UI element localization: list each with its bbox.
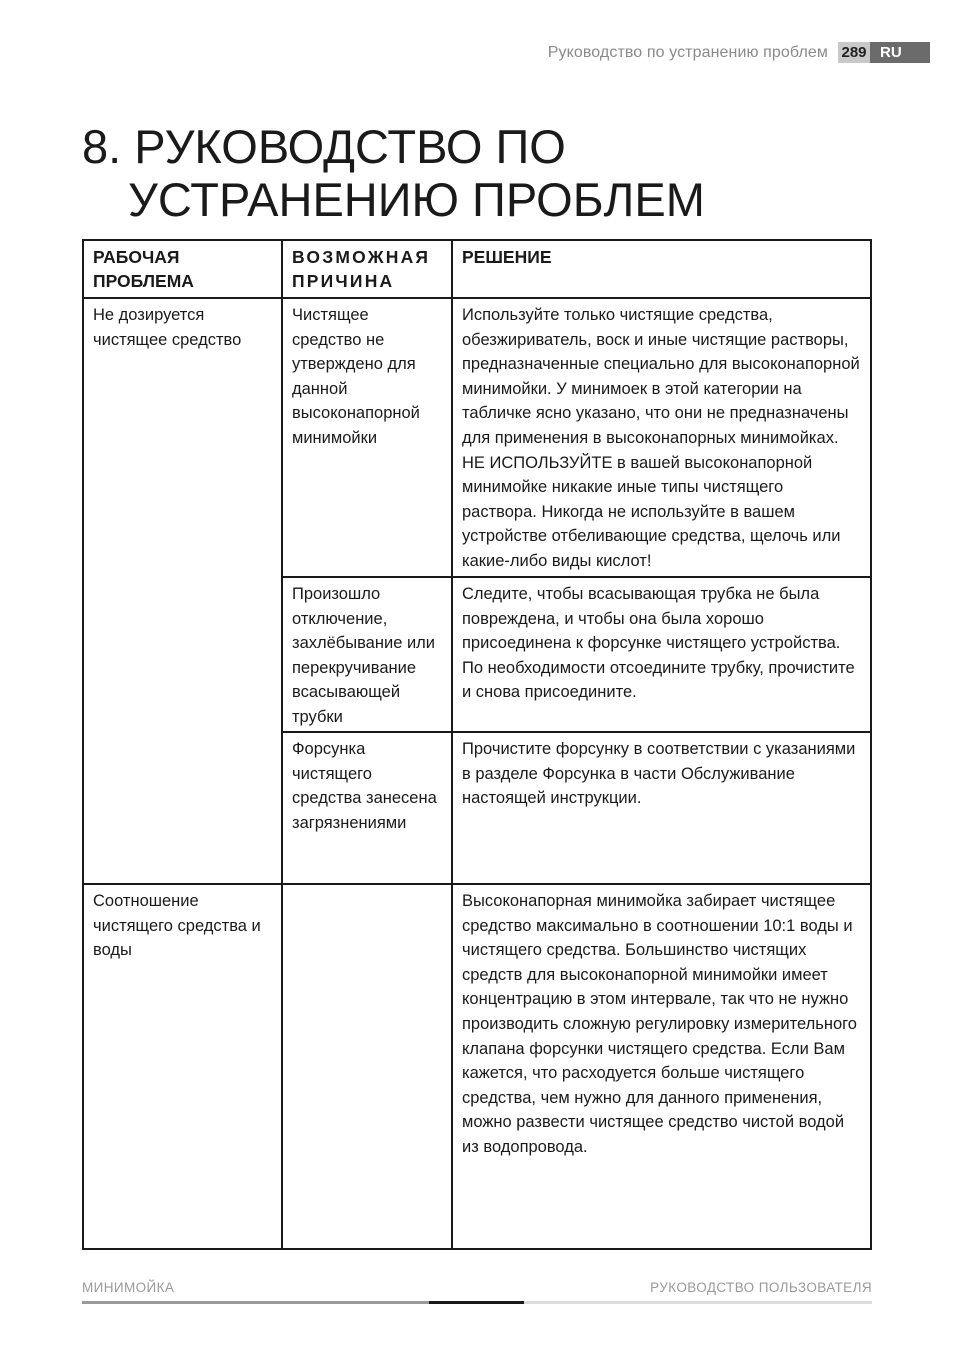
table-row	[83, 298, 871, 577]
running-header	[548, 42, 930, 63]
troubleshooting-table	[82, 239, 872, 1250]
cause-cell: Чистящее средство не утверждено для данной высоконапорной минимойки	[282, 298, 452, 577]
chapter-title-line2: УСТРАНЕНИЮ ПРОБЛЕМ	[128, 173, 705, 226]
solution-cell: Следите, чтобы всасывающая трубка не была повреждена, и чтобы она была хорошо присоединена к форсунке чистящего устройства. По необходимости отсоедините трубку, прочистите и снова присоедините.	[452, 577, 871, 732]
language-badge: RU	[870, 42, 930, 63]
footer-bar-right	[524, 1301, 872, 1304]
problem-cell: Не дозируется чистящее средство	[83, 298, 282, 884]
chapter-title-line1: 8. РУКОВОДСТВО ПО	[82, 120, 566, 173]
cause-cell: Форсунка чистящего средства занесена загрязнениями	[282, 732, 452, 884]
problem-cell: Соотношение чистящего средства и воды	[83, 884, 282, 1249]
cause-cell: Произошло отключение, захлёбывание или перекручивание всасывающей трубки	[282, 577, 452, 732]
solution-cell: Используйте только чистящие средства, обезжириватель, воск и иные чистящие растворы, предназначенные специально для высоконапорной минимойки. У минимоек в этой категории на табличке ясно указано, что они не предназначены для применения в высоконапорных минимойках. НЕ ИСПОЛЬЗУЙТЕ в вашей высоконапорной минимойке никакие иные типы чистящего раствора. Никогда не используйте в вашем устройстве отбеливающие средства, щелочь или какие-либо виды кислот!	[452, 298, 871, 577]
table-header-row	[83, 240, 871, 298]
table-row	[83, 884, 871, 1249]
running-title: Руководство по устранению проблем	[547, 43, 828, 61]
header-problem: РАБОЧАЯ ПРОБЛЕМА	[83, 240, 282, 298]
solution-cell: Прочистите форсунку в соответствии с указаниями в разделе Форсунка в части Обслуживание настоящей инструкции.	[452, 732, 871, 884]
page-number: 289	[838, 42, 870, 63]
footer-bar-middle	[429, 1301, 524, 1304]
footer-bar-left	[82, 1301, 429, 1304]
cause-cell	[282, 884, 452, 1249]
footer-product-name: МИНИМОЙКА	[82, 1280, 175, 1295]
chapter-title	[82, 120, 705, 226]
solution-cell: Высоконапорная минимойка забирает чистящее средство максимально в соотношении 10:1 воды и чистящего средства. Большинство чистящих средств для высоконапорной минимойки имеет концентрацию в этом интервале, так что не нужно производить сложную регулировку измерительного клапана форсунки чистящего средства. Если Вам кажется, что расходуется больше чистящего средства, чем нужно для данного применения, можно развести чистящее средство чистой водой из водопровода.	[452, 884, 871, 1249]
header-cause: ВОЗМОЖНАЯ ПРИЧИНА	[282, 240, 452, 298]
footer-manual-name: РУКОВОДСТВО ПОЛЬЗОВАТЕЛЯ	[650, 1280, 872, 1295]
header-solution: РЕШЕНИЕ	[452, 240, 871, 298]
